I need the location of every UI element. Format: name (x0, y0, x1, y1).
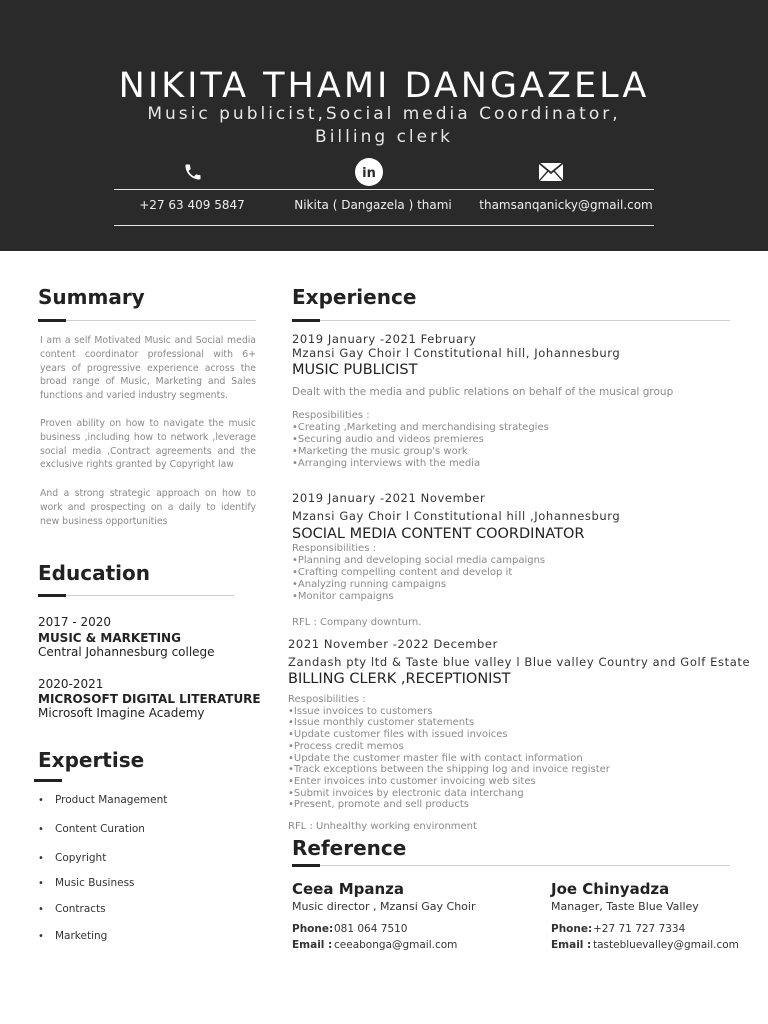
linkedin-icon[interactable] (354, 158, 384, 186)
list-item: •Arranging interviews with the media (292, 458, 481, 469)
person-name: NIKITA THAMI DANGAZELA (118, 66, 650, 106)
list-item: •Crafting compelling content and develop it (292, 567, 513, 578)
job-responsibilities (292, 410, 549, 470)
expertise-heading: Expertise (38, 748, 145, 772)
job-title: BILLING CLERK ,RECEPTIONIST (288, 671, 511, 687)
bullet-icon: • (38, 931, 44, 942)
email-address[interactable]: thamsanqanicky@gmail.com (479, 198, 653, 212)
linkedin-handle[interactable]: Nikita ( Dangazela ) thami (294, 198, 452, 212)
subtitle-line-2: Billing clerk (315, 127, 453, 147)
list-item: •Securing audio and videos premieres (292, 434, 484, 445)
expertise-item: • Content Curation (38, 823, 145, 835)
job-date: 2019 January -2021 November (292, 491, 486, 505)
list-item: •Update customer files with issued invoices (288, 729, 508, 741)
summary-heading: Summary (38, 285, 145, 309)
reference-name: Joe Chinyadza (551, 880, 670, 898)
education-degree: MUSIC & MARKETING (38, 631, 181, 645)
job-title: SOCIAL MEDIA CONTENT COORDINATOR (292, 526, 585, 542)
education-years: 2020-2021 (38, 677, 104, 691)
experience-heading: Experience (292, 285, 417, 309)
reference-email: Email : ceeabonga@gmail.com (292, 939, 458, 951)
list-item: •Monitor campaigns (292, 591, 394, 602)
bullet-icon: • (38, 853, 44, 864)
summary-rule (66, 320, 256, 321)
reference-rule (320, 865, 730, 866)
responsibilities-label: Resposibilities : (288, 694, 366, 705)
summary-accent-bar (38, 319, 66, 322)
expertise-item: • Copyright (38, 852, 107, 864)
list-item: •Analyzing running campaigns (292, 579, 447, 590)
job-description: Dealt with the media and public relations on behalf of the musical group (292, 386, 674, 398)
reference-name: Ceea Mpanza (292, 880, 405, 898)
job-company: Zandash pty ltd & Taste blue valley l Blue valley Country and Golf Estate (288, 655, 751, 669)
header-divider-bottom (114, 225, 654, 226)
list-item: •Issue monthly customer statements (288, 717, 475, 729)
job-responsibilities (292, 543, 545, 603)
experience-accent-bar (292, 319, 320, 322)
bullet-icon: • (38, 878, 44, 889)
education-rule (66, 595, 234, 596)
job-date: 2021 November -2022 December (288, 637, 498, 651)
job-title: MUSIC PUBLICIST (292, 362, 418, 378)
reason-for-leaving: RFL : Unhealthy working environment (288, 821, 477, 832)
education-degree: MICROSOFT DIGITAL LITERATURE (38, 692, 261, 706)
bullet-icon: • (38, 824, 44, 835)
reference-role: Music director , Mzansi Gay Choir (292, 900, 476, 913)
list-item: •Issue invoices to customers (288, 705, 433, 717)
summary-paragraph: I am a self Motivated Music and Social media content coordinator professional with 6+ years of progressive experience across the broad range of Music, Marketing and Sales functions and varied industry segments. (40, 335, 256, 402)
reference-email: Email : tastebluevalley@gmail.com (551, 939, 739, 951)
education-years: 2017 - 2020 (38, 615, 112, 629)
header-divider-top (114, 189, 654, 190)
bullet-icon: • (38, 795, 44, 806)
reference-heading: Reference (292, 836, 407, 860)
education-school: Central Johannesburg college (38, 645, 215, 659)
expertise-accent-bar (34, 779, 62, 782)
reference-accent-bar (292, 864, 320, 867)
job-date: 2019 January -2021 February (292, 332, 477, 346)
reference-phone: Phone:+27 71 727 7334 (551, 923, 686, 935)
experience-rule (320, 320, 730, 321)
job-titles (90, 103, 678, 149)
expertise-item: • Contracts (38, 903, 106, 915)
reference-phone: Phone:081 064 7510 (292, 923, 408, 935)
reference-role: Manager, Taste Blue Valley (551, 900, 699, 913)
list-item: •Creating ,Marketing and merchandising strategies (292, 422, 549, 433)
responsibilities-label: Resposibilities : (292, 410, 370, 421)
expertise-item: • Music Business (38, 877, 135, 889)
bullet-icon: • (38, 904, 44, 915)
job-company: Mzansi Gay Choir l Constitutional hill ,Johannesburg (292, 509, 621, 523)
job-company: Mzansi Gay Choir l Constitutional hill, Johannesburg (292, 346, 621, 360)
responsibilities-label: Responsibilities : (292, 543, 376, 554)
list-item: •Enter invoices into customer invoicing web sites (288, 775, 536, 787)
list-item: •Process credit memos (288, 740, 404, 752)
svg-text:in: in (362, 166, 376, 181)
phone-icon (182, 158, 204, 186)
reason-for-leaving: RFL : Company downturn. (292, 617, 422, 628)
summary-paragraph: And a strong strategic approach on how to work and prospecting on a daily to identify new business opportunities (40, 488, 256, 527)
header-banner (0, 0, 768, 251)
education-accent-bar (38, 594, 66, 597)
education-school: Microsoft Imagine Academy (38, 706, 205, 720)
expertise-item: • Marketing (38, 930, 108, 942)
list-item: •Track exceptions between the shipping log and invoice register (288, 764, 610, 776)
list-item: •Present, promote and sell products (288, 799, 470, 811)
education-heading: Education (38, 561, 150, 585)
job-responsibilities (288, 694, 610, 811)
envelope-icon (538, 158, 564, 186)
phone-number: +27 63 409 5847 (139, 198, 245, 212)
list-item: •Update the customer master file with contact information (288, 752, 583, 764)
expertise-item: • Product Management (38, 794, 168, 806)
summary-paragraph: Proven ability on how to navigate the music business ,including how to network ,leverage social media ,Contract agreements and the exclusive rights granted by Copyright law (40, 418, 256, 471)
list-item: •Submit invoices by electronic data interchang (288, 787, 524, 799)
subtitle-line-1: Music publicist,Social media Coordinator, (147, 104, 621, 124)
list-item: •Planning and developing social media campaigns (292, 555, 546, 566)
list-item: •Marketing the music group's work (292, 446, 468, 457)
